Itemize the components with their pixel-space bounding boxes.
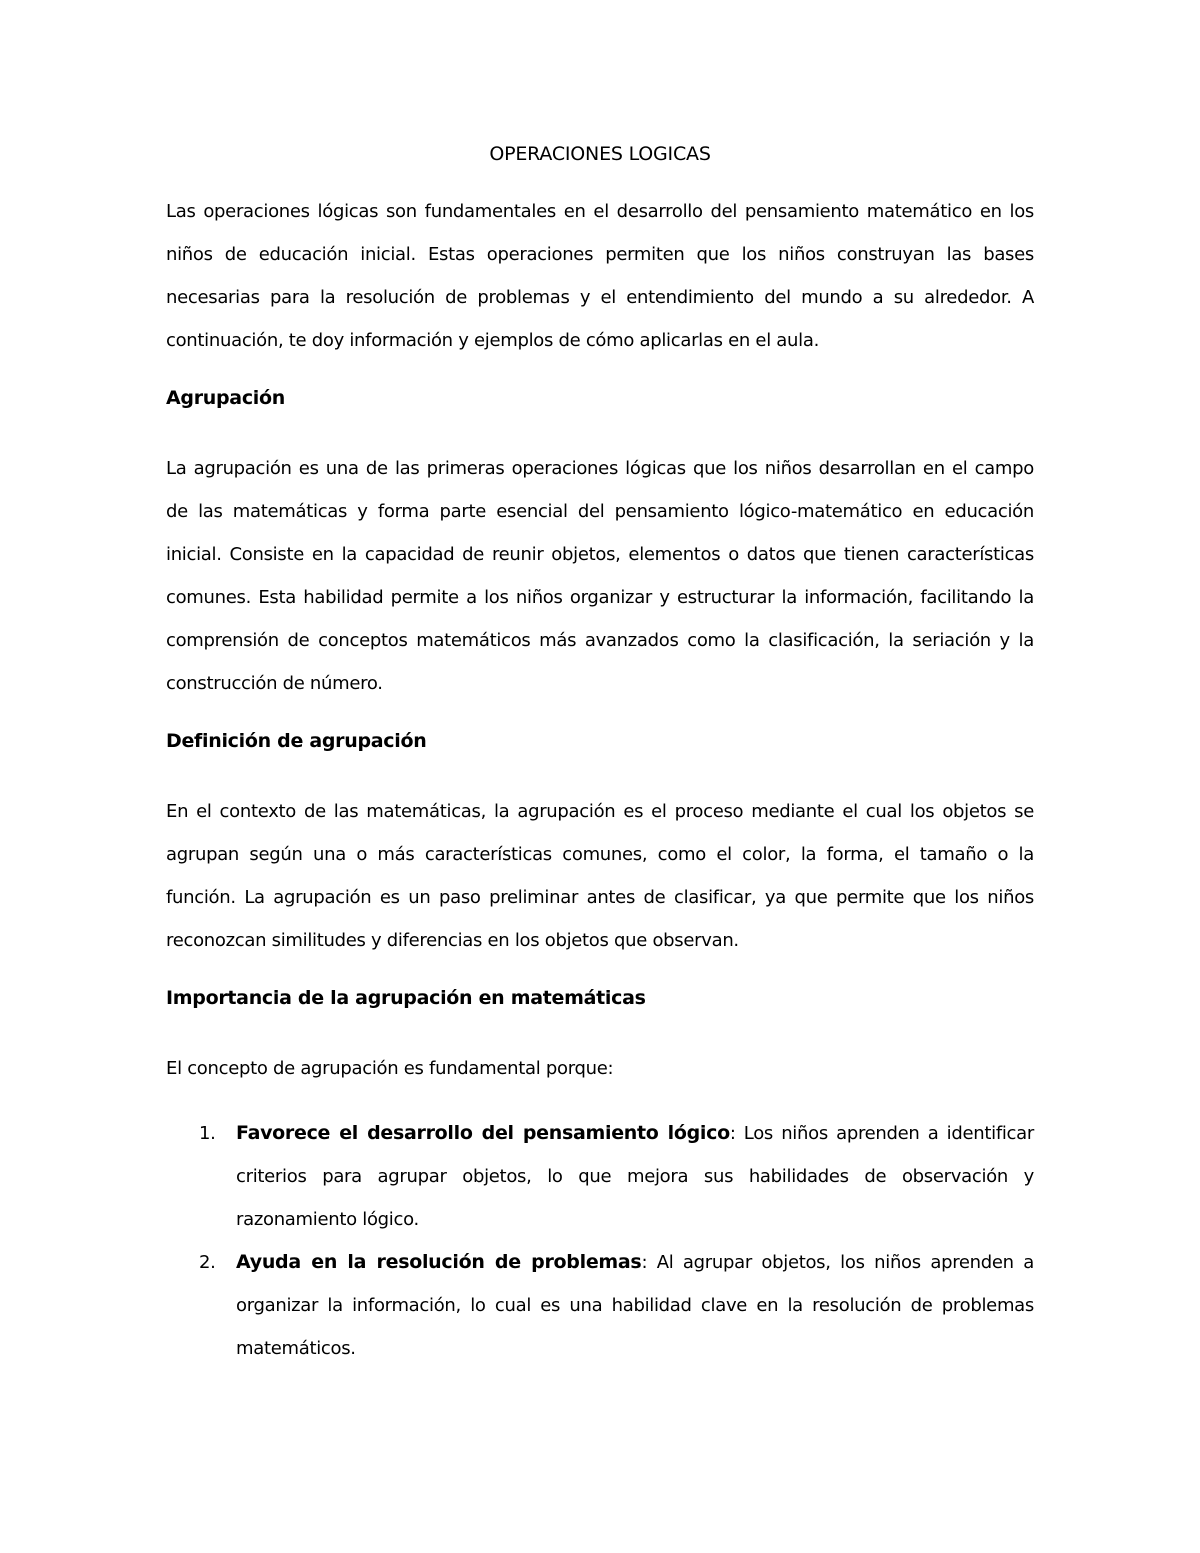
spacer: [166, 362, 1034, 384]
section-paragraph-definicion: En el contexto de las matemáticas, la agrupación es el proceso mediante el cual los objetos se agrupan según una o más características comunes, como el color, la forma, el tamaño o la función. La agrupación es un paso preliminar antes de clasificar, ya que permite que los niños reconozcan similitudes y diferencias en los objetos que observan.: [166, 801, 1034, 951]
list-item-text: : Los niños aprenden a identificar criterios para agrupar objetos, lo que mejora sus habilidades de observación y razonamiento lógico.: [236, 1123, 1034, 1230]
list-item-lead: Ayuda en la resolución de problemas: [236, 1251, 642, 1273]
document-body: [166, 140, 1034, 1370]
section-heading-definicion: Definición de agrupación: [166, 730, 427, 752]
spacer: [166, 1090, 1034, 1112]
list-item: [199, 1241, 1034, 1370]
list-item-text: : Al agrupar objetos, los niños aprenden a organizar la información, lo cual es una habilidad clave en la resolución de problemas matemáticos.: [236, 1252, 1034, 1359]
spacer: [166, 962, 1034, 984]
page-title: OPERACIONES LOGICAS: [489, 143, 711, 165]
list-item-lead: Favorece el desarrollo del pensamiento lógico: [236, 1122, 730, 1144]
spacer: [166, 755, 1034, 790]
list-item: [199, 1112, 1034, 1241]
spacer: [166, 1012, 1034, 1047]
spacer: [166, 412, 1034, 447]
numbered-list: [166, 1112, 1034, 1370]
list-item-number: 1.: [199, 1123, 216, 1144]
section-heading-importancia: Importancia de la agrupación en matemáticas: [166, 987, 646, 1009]
section-heading-agrupacion: Agrupación: [166, 387, 285, 409]
intro-paragraph: Las operaciones lógicas son fundamentales en el desarrollo del pensamiento matemático en los niños de educación inicial. Estas operaciones permiten que los niños construyan las bases necesarias para la resolución de problemas y el entendimiento del mundo a su alrededor. A continuación, te doy información y ejemplos de cómo aplicarlas en el aula.: [166, 201, 1034, 351]
section-paragraph-agrupacion: La agrupación es una de las primeras operaciones lógicas que los niños desarrollan en el campo de las matemáticas y forma parte esencial del pensamiento lógico-matemático en educación inicial. Consiste en la capacidad de reunir objetos, elementos o datos que tienen características comunes. Esta habilidad permite a los niños organizar y estructurar la información, facilitando la comprensión de conceptos matemáticos más avanzados como la clasificación, la seriación y la construcción de número.: [166, 458, 1034, 694]
section-paragraph-importancia: El concepto de agrupación es fundamental porque:: [166, 1058, 614, 1079]
list-item-number: 2.: [199, 1252, 216, 1273]
spacer: [166, 705, 1034, 727]
